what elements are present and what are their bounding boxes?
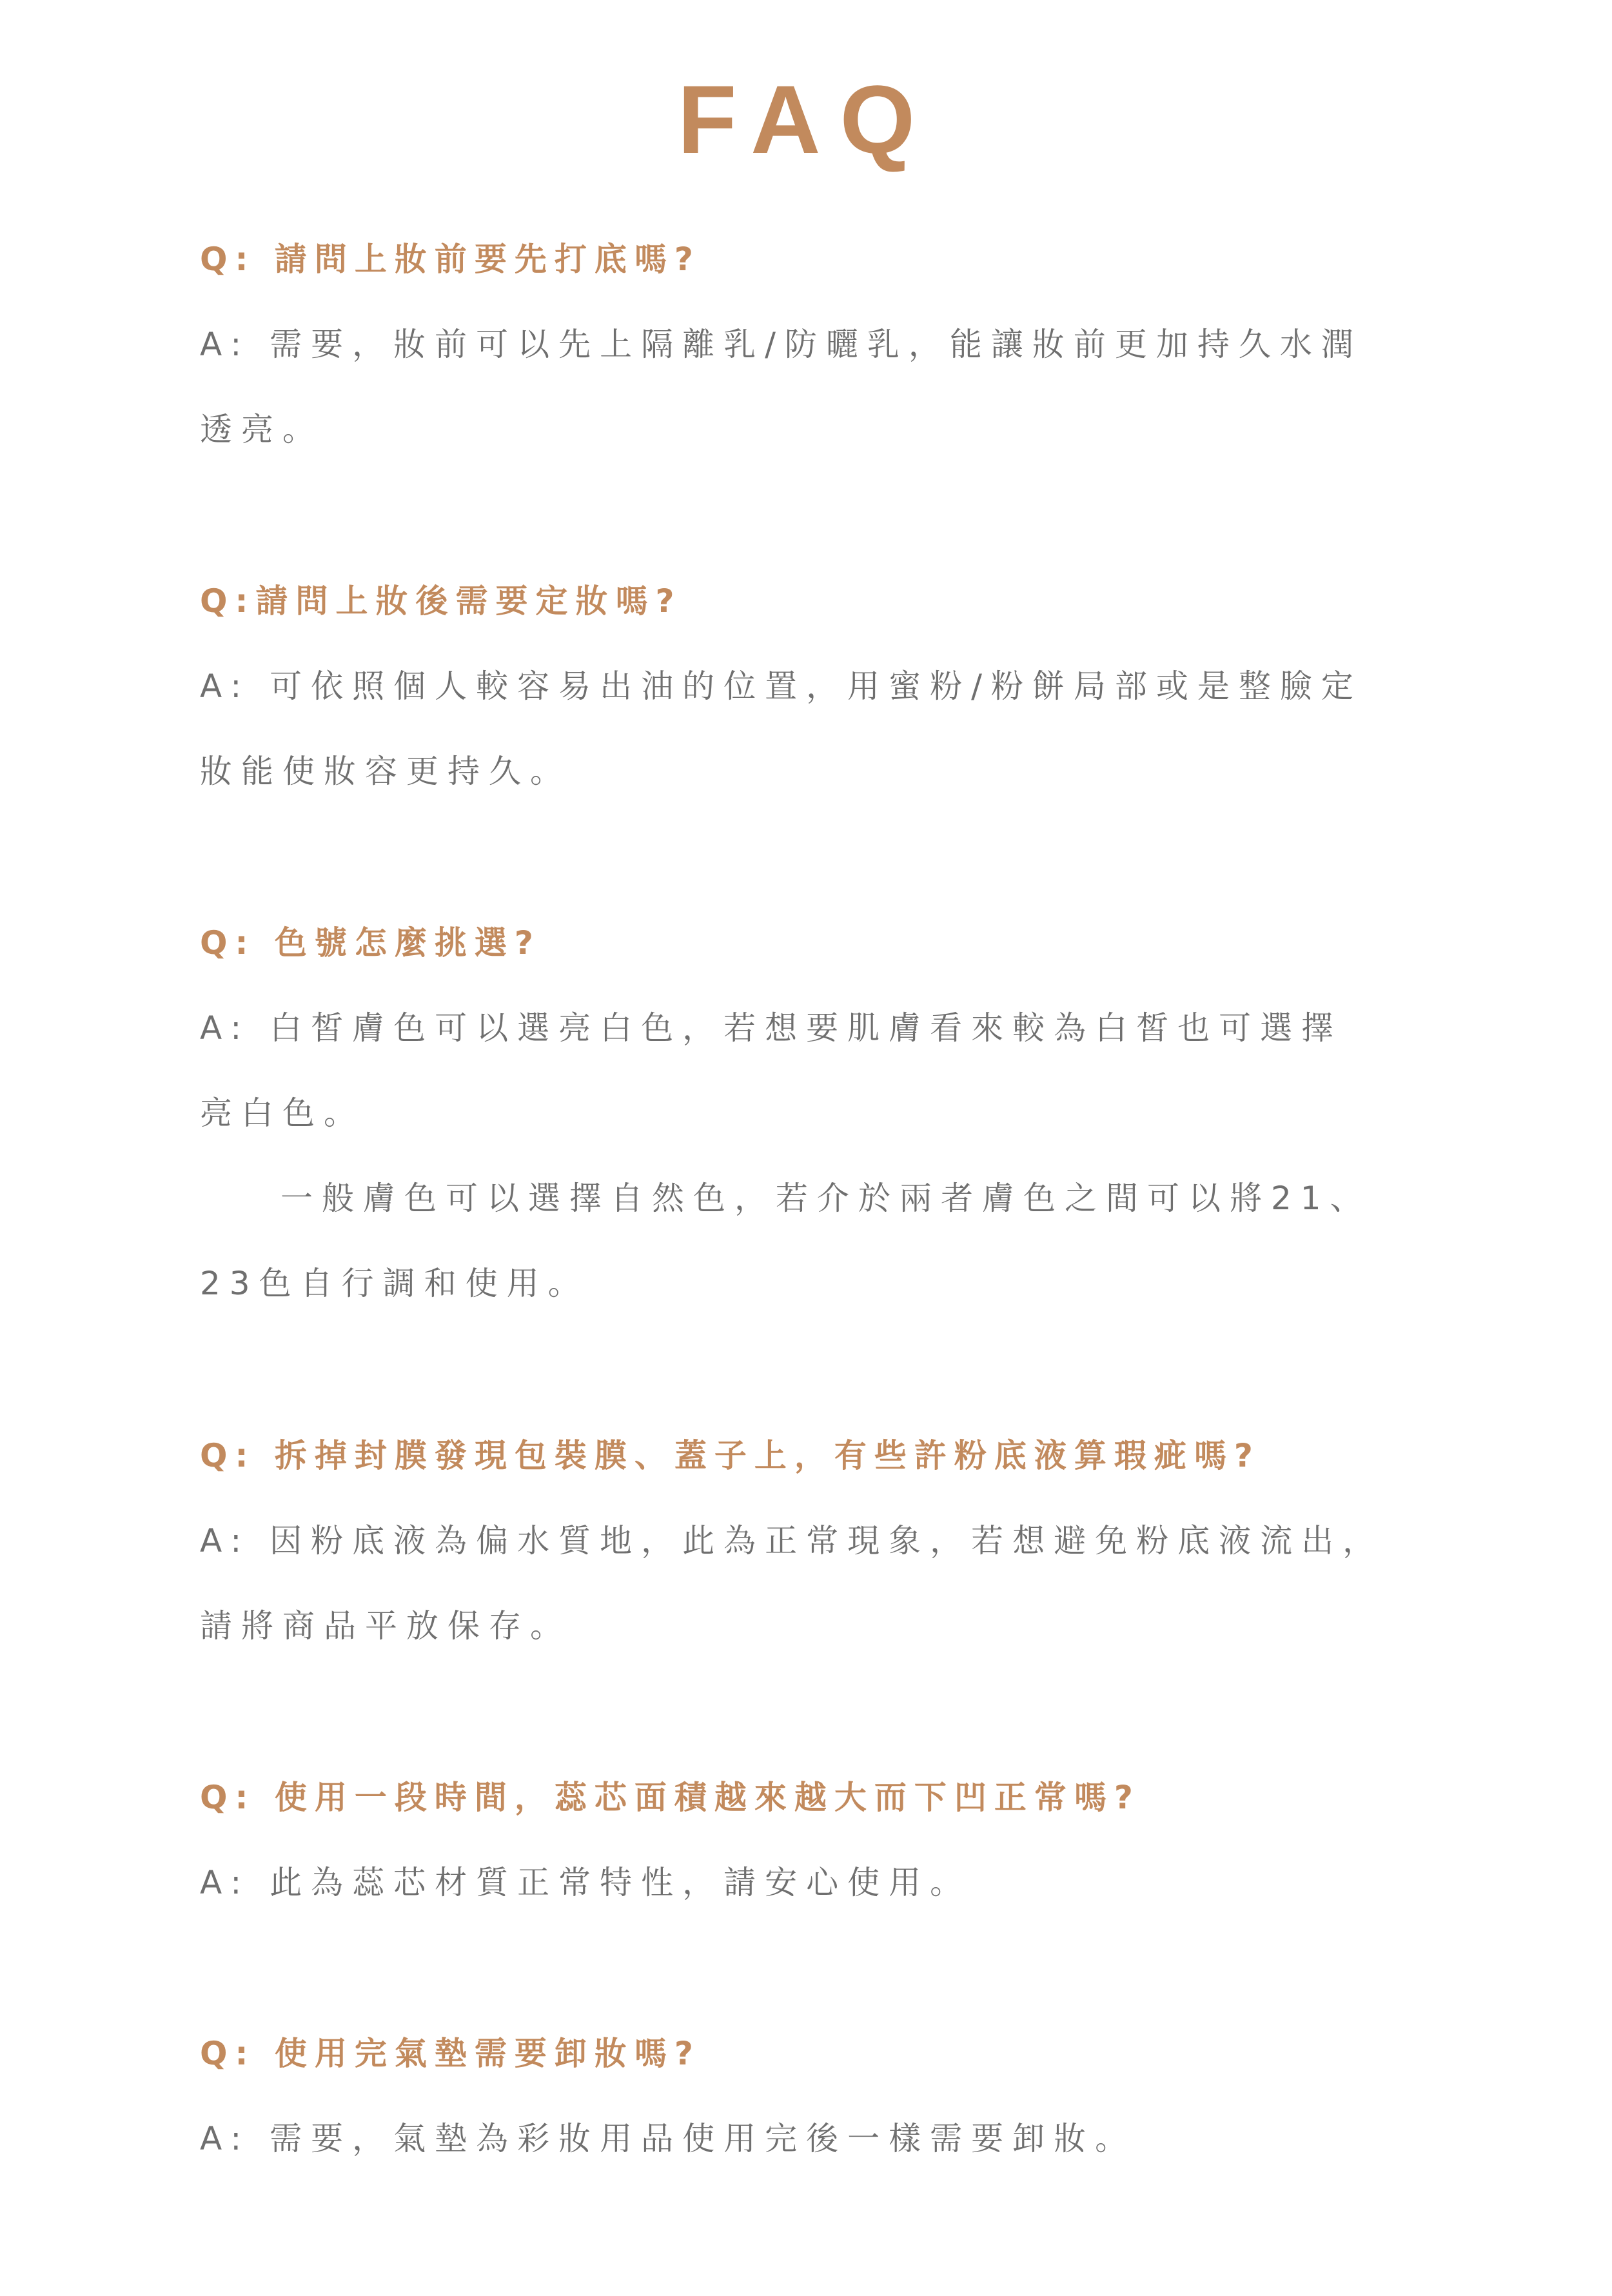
faq-item [200,559,1425,814]
page-title: FAQ [677,65,935,173]
faq-question: Q: 拆掉封膜發現包裝膜、蓋子上，有些許粉底液算瑕疵嗎? [200,1437,1261,1474]
faq-question: Q: 色號怎麼挑選? [200,924,541,962]
faq-item [200,1413,1425,1668]
faq-answer-line: 23色自行調和使用。 [200,1265,589,1302]
faq-item [200,217,1425,472]
faq-answer-line: A: 需要，氣墊為彩妝用品使用完後一樣需要卸妝。 [200,2120,1137,2157]
faq-answer-line: A: 需要，妝前可以先上隔離乳/防曬乳，能讓妝前更加持久水潤 [200,326,1362,363]
faq-item [200,2011,1425,2181]
faq-answer-line: 亮白色。 [200,1094,365,1132]
faq-answer-line: A: 白皙膚色可以選亮白色，若想要肌膚看來較為白皙也可選擇 [200,1009,1343,1047]
faq-question: Q:請問上妝後需要定妝嗎? [200,582,682,620]
faq-answer-line: 一般膚色可以選擇自然色，若介於兩者膚色之間可以將21、 [280,1180,1371,1217]
faq-item [200,1755,1425,1925]
faq-item [200,900,1425,1326]
faq-answer-line: 妝能使妝容更持久。 [200,753,571,790]
faq-question: Q: 請問上妝前要先打底嗎? [200,241,701,278]
faq-answer-line: 透亮。 [200,411,324,448]
faq-answer-line: 請將商品平放保存。 [200,1607,571,1645]
faq-answer-line: A: 可依照個人較容易出油的位置，用蜜粉/粉餅局部或是整臉定 [200,668,1362,705]
faq-answer-line: A: 因粉底液為偏水質地，此為正常現象，若想避免粉底液流出， [200,1522,1384,1559]
faq-question: Q: 使用完氣墊需要卸妝嗎? [200,2035,701,2072]
faq-answer-line: A: 此為蕊芯材質正常特性，請安心使用。 [200,1864,972,1901]
faq-question: Q: 使用一段時間，蕊芯面積越來越大而下凹正常嗎? [200,1779,1141,1816]
